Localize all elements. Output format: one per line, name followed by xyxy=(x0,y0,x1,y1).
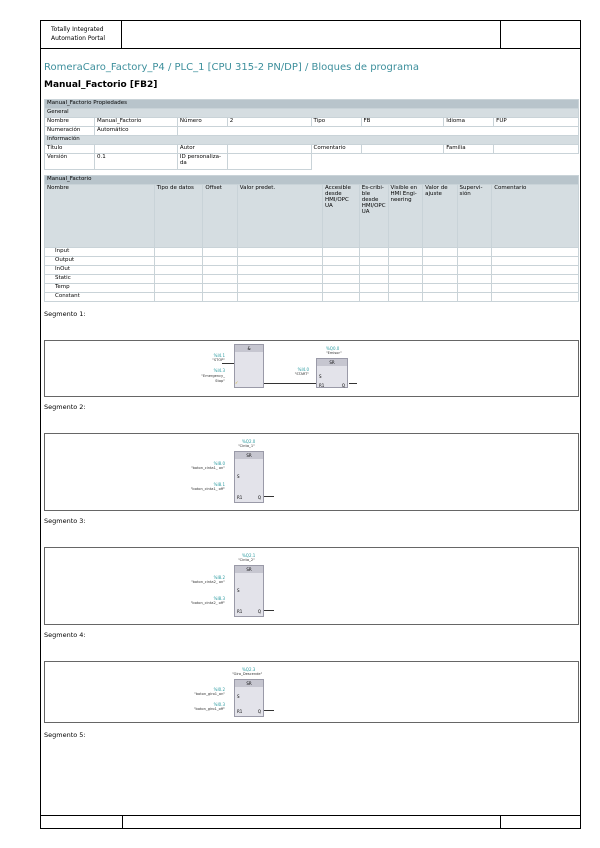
in2-address: %I4.3 xyxy=(213,368,225,373)
segment-3-label: Segmento 3: xyxy=(44,517,86,525)
comentario-label: Comentario xyxy=(311,145,361,154)
s2-address: %I8.0 xyxy=(213,461,225,466)
interface-section-title: Manual_Factorio xyxy=(45,176,579,185)
in1-address: %I4.1 xyxy=(213,353,225,358)
s3-address: %I8.2 xyxy=(213,575,225,580)
segment-2-label: Segmento 2: xyxy=(44,403,86,411)
tipo-value: FB xyxy=(361,118,444,127)
version-value: 0.1 xyxy=(94,154,177,170)
and-block-title: & xyxy=(235,345,263,352)
numero-label: Número xyxy=(177,118,227,127)
portal-name xyxy=(41,21,122,48)
numero-value: 2 xyxy=(227,118,311,127)
frame-right xyxy=(580,49,581,816)
col-escribible: Es-cribi-ble desde HMI/OPC UA xyxy=(359,185,388,248)
sr2-name: "Cinta_1" xyxy=(238,444,255,448)
col-ajuste: Valor de ajuste xyxy=(423,185,457,248)
r4-address: %I0.3 xyxy=(213,702,225,707)
interface-row xyxy=(45,257,579,266)
interface-row-name: Static xyxy=(45,275,155,284)
tipo-label: Tipo xyxy=(311,118,361,127)
r2-name: "boton_cinta1_ off" xyxy=(190,487,225,491)
negate-icon: ✓ xyxy=(235,380,239,385)
idioma-label: Idioma xyxy=(444,118,494,127)
segment-5-label: Segmento 5: xyxy=(44,731,86,739)
in1-name: "STOP" xyxy=(212,358,225,362)
r3-address: %I8.3 xyxy=(213,596,225,601)
sr-block-2[interactable]: SR S R1 Q xyxy=(234,451,264,503)
segment-2-network[interactable] xyxy=(44,433,579,511)
interface-row-name: Constant xyxy=(45,293,155,302)
general-header: General xyxy=(45,109,579,118)
interface-row-name: Temp xyxy=(45,284,155,293)
interface-row xyxy=(45,248,579,257)
s1-address: %I4.0 xyxy=(297,367,309,372)
segment-1-label: Segmento 1: xyxy=(44,310,86,318)
s4-name: "boton_giro1_on" xyxy=(194,692,225,696)
and-block[interactable] xyxy=(234,344,264,388)
familia-label: Familia xyxy=(444,145,494,154)
sr4-name: "Giro_Descende" xyxy=(232,672,263,676)
id-label: ID personaliza-da xyxy=(177,154,227,170)
interface-table xyxy=(44,175,579,302)
interface-row xyxy=(45,284,579,293)
col-valor: Valor predet. xyxy=(237,185,322,248)
informacion-header: Información xyxy=(45,136,579,145)
block-title: Manual_Factorio [FB2] xyxy=(44,80,158,90)
sr-block-1-title: SR xyxy=(317,359,347,366)
s2-name: "boton_cinta1_ on" xyxy=(190,466,225,470)
interface-row xyxy=(45,266,579,275)
col-tipo: Tipo de datos xyxy=(154,185,203,248)
sr2-address: %Q2.0 xyxy=(242,439,256,444)
s3-name: "boton_cinta2_ on" xyxy=(190,580,225,584)
portal-line1: Totally Integrated xyxy=(51,26,104,33)
s1-name: "START" xyxy=(294,372,309,376)
segment-4-network[interactable] xyxy=(44,661,579,723)
page-footer xyxy=(40,815,581,829)
r3-name: "boton_cinta2_ off" xyxy=(190,601,225,605)
col-accesible: Accesible desde HMI/OPC UA xyxy=(323,185,360,248)
in2-name: "Emergency_ Stop" xyxy=(201,374,225,383)
properties-section-title: Manual_Factorio Propiedades xyxy=(45,100,579,109)
s4-address: %I0.2 xyxy=(213,687,225,692)
r2-address: %I8.1 xyxy=(213,482,225,487)
sr1-address: %Q0.0 xyxy=(326,346,340,351)
col-nombre: Nombre xyxy=(45,185,155,248)
numeracion-label: Numeración xyxy=(45,127,95,136)
sr1-name: "Emisor" xyxy=(326,351,342,355)
col-comentario: Comentario xyxy=(492,185,579,248)
sr-block-3[interactable]: SR S R1 Q xyxy=(234,565,264,617)
frame-left xyxy=(40,49,41,816)
col-visible: Visible en HMI Engi-neering xyxy=(388,185,423,248)
interface-row xyxy=(45,293,579,302)
segment-3-network[interactable] xyxy=(44,547,579,625)
numeracion-value: Automático xyxy=(94,127,177,136)
interface-rows xyxy=(45,248,579,302)
col-offset: Offset xyxy=(203,185,237,248)
sr3-address: %Q2.1 xyxy=(242,553,256,558)
autor-label: Autor xyxy=(177,145,227,154)
sr-block-1[interactable]: SR S R1 Q xyxy=(316,358,348,388)
nombre-value: Manual_Factorio xyxy=(94,118,177,127)
interface-row-name: Output xyxy=(45,257,155,266)
titulo-label: Título xyxy=(45,145,95,154)
interface-row-name: InOut xyxy=(45,266,155,275)
r4-name: "boton_giro1_off" xyxy=(193,707,225,711)
sr4-address: %Q2.3 xyxy=(242,667,256,672)
portal-line2: Automation Portal xyxy=(51,35,106,42)
interface-row xyxy=(45,275,579,284)
segment-1-network[interactable] xyxy=(44,340,579,397)
header-divider xyxy=(500,21,501,48)
idioma-value: FUP xyxy=(494,118,579,127)
page-title: RomeraCaro_Factory_P4 / PLC_1 [CPU 315-2 PN/DP] / Bloques de programa xyxy=(44,62,420,73)
properties-table xyxy=(44,99,579,170)
interface-row-name: Input xyxy=(45,248,155,257)
sr-block-4[interactable]: SR S R1 Q xyxy=(234,679,264,717)
page-header xyxy=(40,20,581,49)
nombre-label: Nombre xyxy=(45,118,95,127)
sr3-name: "Cinta_2" xyxy=(238,558,255,562)
col-supervision: Supervi-sión xyxy=(457,185,492,248)
segment-4-label: Segmento 4: xyxy=(44,631,86,639)
version-label: Versión xyxy=(45,154,95,170)
